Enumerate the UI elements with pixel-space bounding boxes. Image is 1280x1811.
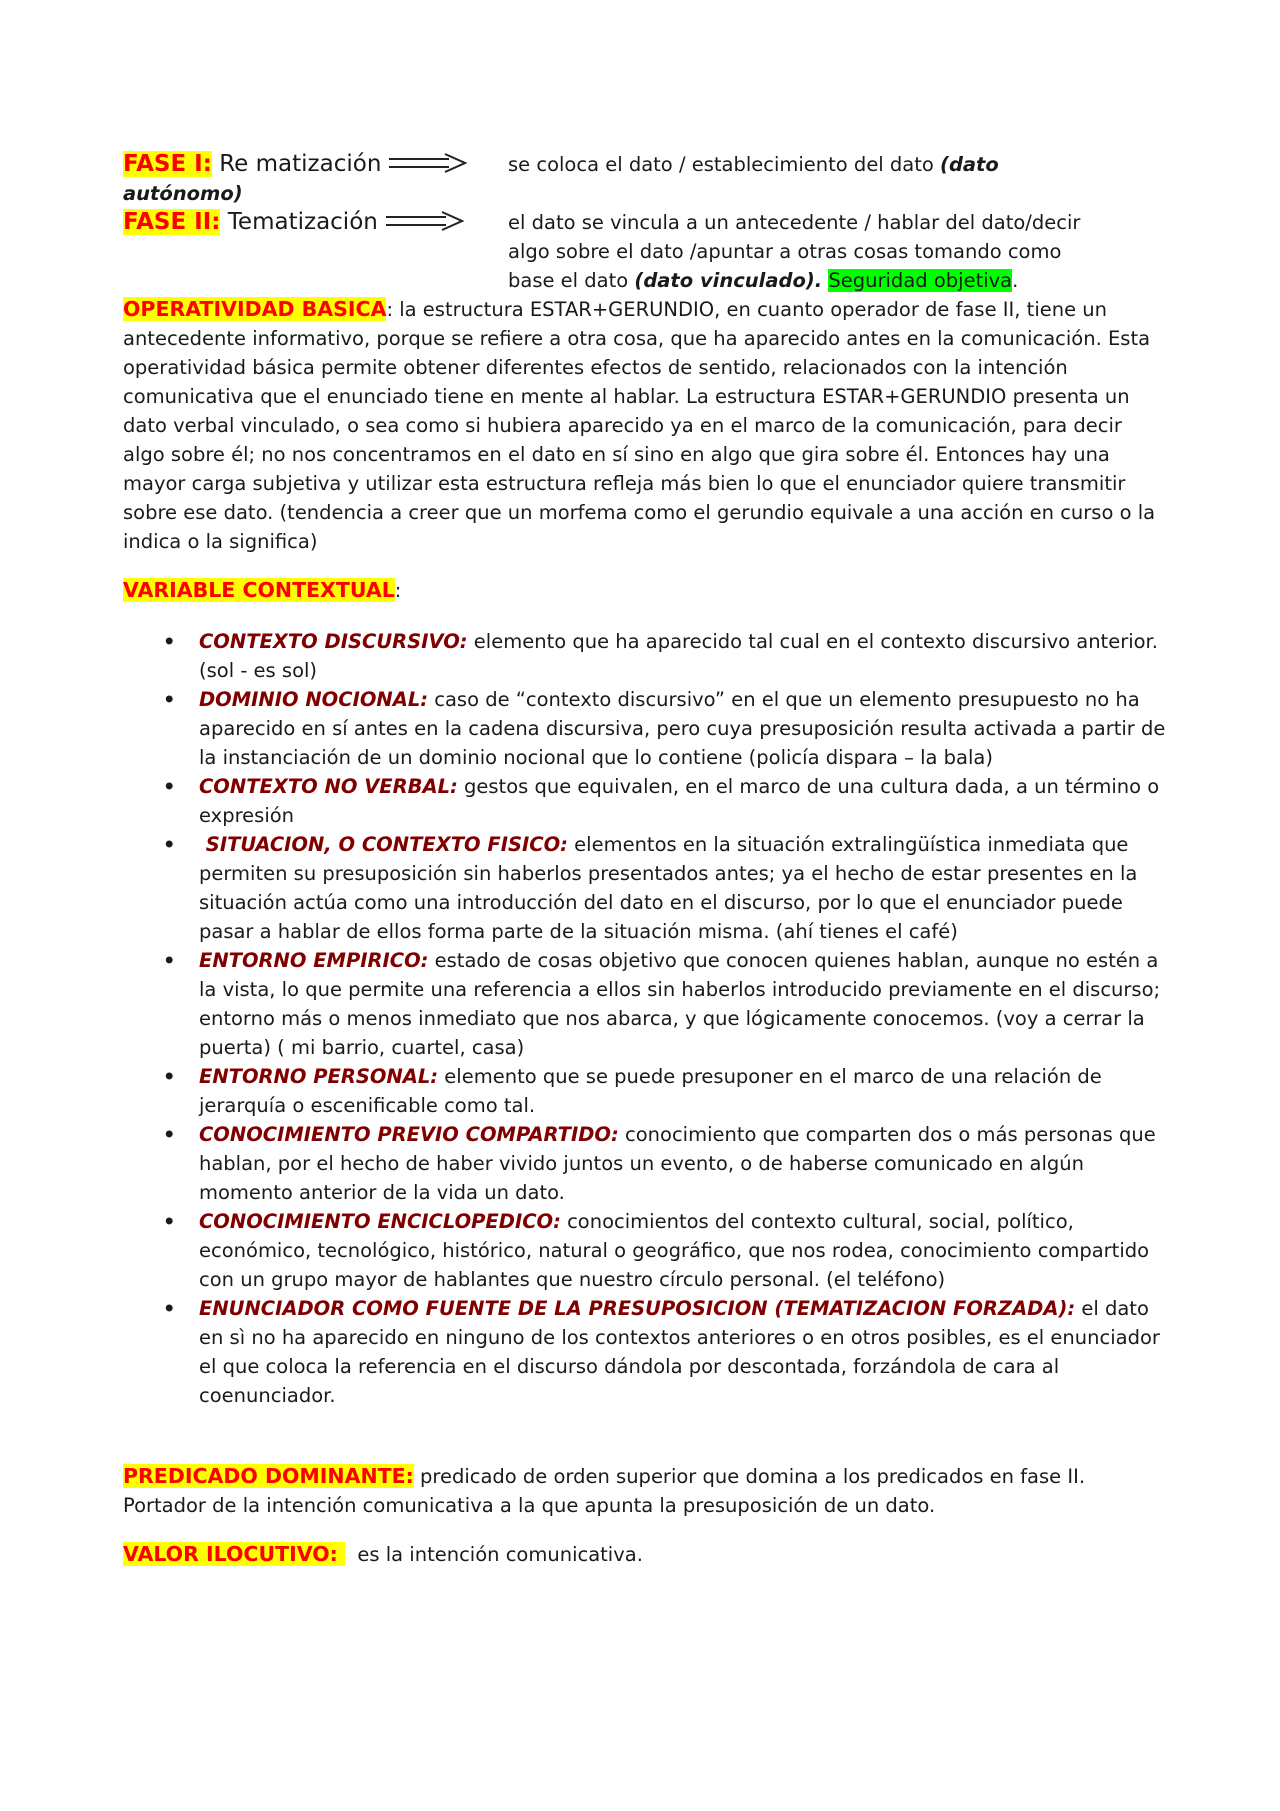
list-item: • CONTEXTO NO VERBAL: gestos que equivalen, en el marco de una cultura dada, a un término o expresión bbox=[123, 772, 1168, 830]
bullet-icon: • bbox=[163, 833, 176, 856]
bullet-icon: • bbox=[163, 775, 176, 798]
fase-2-label: FASE II: bbox=[123, 209, 221, 235]
fase-1-name: Re matización bbox=[211, 151, 382, 177]
list-item: • DOMINIO NOCIONAL: caso de “contexto discursivo” en el que un elemento presupuesto no ha aparecido en sí antes en la cadena discursiva, pero cuya presuposición resulta activada a partir de la instanciación de un dominio nocional que lo contiene (policía dispara – la bala) bbox=[123, 685, 1168, 772]
fase-1-heading bbox=[123, 151, 381, 177]
fase-1-label: FASE I: bbox=[123, 151, 212, 177]
bullet-icon: • bbox=[163, 1210, 176, 1233]
bullet-icon: • bbox=[163, 1123, 176, 1146]
fase-1-description-wrap: autónomo) bbox=[123, 182, 243, 205]
fase-2-name: Tematización bbox=[220, 209, 378, 235]
bullet-icon: • bbox=[163, 688, 176, 711]
variable-contextual-heading: VARIABLE CONTEXTUAL: bbox=[123, 578, 402, 602]
operatividad-label: OPERATIVIDAD BASICA bbox=[123, 297, 387, 321]
operatividad-text: : la estructura ESTAR+GERUNDIO, en cuanto operador de fase II, tiene un antecedente informativo, porque se refiere a otra cosa, que ha aparecido antes en la comunicación. Esta operatividad básica permite obtener diferentes efectos de sentido, relacionados con la intención comunicativa que el enunciado tiene en mente al hablar. La estructura ESTAR+GERUNDIO presenta un dato verbal vinculado, o sea como si hubiera aparecido ya en el marco de la comunicación, para decir algo sobre él; no nos concentramos en el dato en sí sino en algo que gira sobre él. Entonces hay una mayor carga subjetiva y utilizar esta estructura refleja más bien lo que el enunciador quiere transmitir sobre ese dato. (tendencia a creer que un morfema como el gerundio equivale a una acción en curso o la indica o la significa) bbox=[123, 298, 1156, 553]
fase-2-row bbox=[123, 208, 1168, 295]
fase-2-heading bbox=[123, 209, 378, 235]
list-item: • ENTORNO PERSONAL: elemento que se puede presuponer en el marco de una relación de jerarquía o escenificable como tal. bbox=[123, 1062, 1168, 1120]
seguridad-objetiva-highlight: Seguridad objetiva bbox=[828, 269, 1013, 292]
fase-2-description: el dato se vincula a un antecedente / hablar del dato/decir algo sobre el dato /apuntar a otras cosas tomando como base el dato (dato vinculado). Seguridad objetiva. bbox=[508, 211, 1081, 292]
predicado-text: predicado de orden superior que domina a los predicados en fase II. Portador de la intención comunicativa a la que apunta la presuposición de un dato. bbox=[123, 1465, 1086, 1517]
fase-1-description: se coloca el dato / establecimiento del dato (dato bbox=[508, 153, 999, 176]
list-item: • CONOCIMIENTO ENCICLOPEDICO: conocimientos del contexto cultural, social, político, económico, tecnológico, histórico, natural o geográfico, que nos rodea, conocimiento compartido con un grupo mayor de hablantes que nuestro círculo personal. (el teléfono) bbox=[123, 1207, 1168, 1294]
bullet-icon: • bbox=[163, 1065, 176, 1088]
double-arrow-icon bbox=[386, 211, 464, 231]
document-page bbox=[123, 0, 1168, 1569]
variable-contextual-list bbox=[123, 627, 1168, 1410]
bullet-icon: • bbox=[163, 1297, 176, 1320]
double-arrow-icon bbox=[389, 153, 467, 173]
fase-1-row bbox=[123, 150, 1168, 179]
valor-label: VALOR ILOCUTIVO: bbox=[123, 1542, 345, 1566]
list-item: • SITUACION, O CONTEXTO FISICO: elementos en la situación extralingüística inmediata que permiten su presuposición sin haberlos presentados antes; ya el hecho de estar presentes en la situación actúa como una introducción del dato en el discurso, por lo que el enunciador puede pasar a hablar de ellos forma parte de la situación misma. (ahí tienes el café) bbox=[123, 830, 1168, 946]
valor-text: es la intención comunicativa. bbox=[344, 1543, 643, 1566]
predicado-label: PREDICADO DOMINANTE: bbox=[123, 1464, 414, 1488]
list-item: • ENUNCIADOR COMO FUENTE DE LA PRESUPOSICION (TEMATIZACION FORZADA): el dato en sì no ha aparecido en ninguno de los contextos anteriores o en otros posibles, es el enunciador el que coloca la referencia en el discurso dándola por descontada, forzándola de cara al coenunciador. bbox=[123, 1294, 1168, 1410]
list-item: • CONOCIMIENTO PREVIO COMPARTIDO: conocimiento que comparten dos o más personas que hablan, por el hecho de haber vivido juntos un evento, o de haberse comunicado en algún momento anterior de la vida un dato. bbox=[123, 1120, 1168, 1207]
list-item: • CONTEXTO DISCURSIVO: elemento que ha aparecido tal cual en el contexto discursivo anterior. (sol - es sol) bbox=[123, 627, 1168, 685]
bullet-icon: • bbox=[163, 949, 176, 972]
operatividad-paragraph bbox=[123, 295, 1168, 556]
list-item: • ENTORNO EMPIRICO: estado de cosas objetivo que conocen quienes hablan, aunque no estén a la vista, lo que permite una referencia a ellos sin haberlos introducido previamente en el discurso; entorno más o menos inmediato que nos abarca, y que lógicamente conocemos. (voy a cerrar la puerta) ( mi barrio, cuartel, casa) bbox=[123, 946, 1168, 1062]
predicado-paragraph bbox=[123, 1462, 1168, 1520]
variable-label: VARIABLE CONTEXTUAL bbox=[123, 578, 395, 602]
valor-paragraph bbox=[123, 1540, 1168, 1569]
bullet-icon: • bbox=[163, 630, 176, 653]
